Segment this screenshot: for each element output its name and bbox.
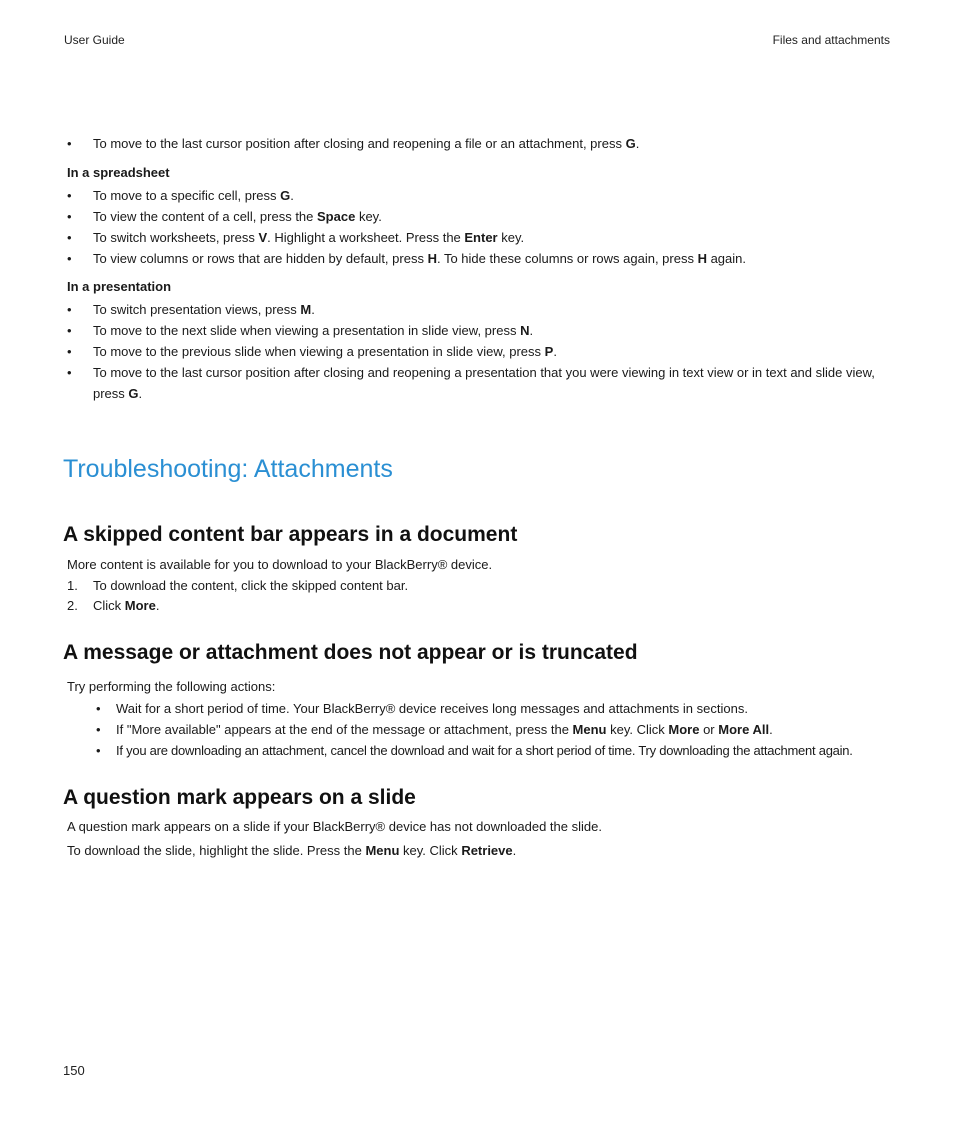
- list-item: • Wait for a short period of time. Your BlackBerry® device receives long messages and attachments in sections.: [96, 698, 896, 719]
- page-number: 150: [63, 1063, 85, 1078]
- running-header-left: User Guide: [64, 33, 125, 47]
- list-item: • To view columns or rows that are hidden by default, press H. To hide these columns or rows again, press H again.: [67, 248, 897, 269]
- list-item: • If "More available" appears at the end of the message or attachment, press the Menu key. Click More or More All.: [96, 719, 896, 740]
- actions-bullet-list: [96, 698, 896, 761]
- chapter-title: Troubleshooting: Attachments: [63, 455, 393, 483]
- section-title-question-mark: A question mark appears on a slide: [63, 786, 416, 809]
- list-item: • To switch presentation views, press M.: [67, 299, 897, 320]
- list-item: • To view the content of a cell, press the Space key.: [67, 206, 897, 227]
- list-item: • If you are downloading an attachment, cancel the download and wait for a short period of time. Try downloading the attachment again.: [96, 740, 896, 761]
- list-item: • To move to the last cursor position after closing and reopening a presentation that you were viewing in text view or in text and slide view, press G.: [67, 362, 897, 404]
- spreadsheet-subheading: In a spreadsheet: [67, 165, 170, 180]
- list-item: • To move to the last cursor position after closing and reopening a file or an attachment, press G.: [67, 133, 897, 154]
- section-title-truncated: A message or attachment does not appear or is truncated: [63, 641, 638, 664]
- list-item: • To move to the previous slide when viewing a presentation in slide view, press P.: [67, 341, 897, 362]
- intro-bullet-list: [67, 133, 897, 154]
- section-title-skipped-content: A skipped content bar appears in a document: [63, 523, 518, 546]
- section-intro: More content is available for you to download to your BlackBerry® device.: [67, 557, 493, 572]
- list-item: • To switch worksheets, press V. Highlight a worksheet. Press the Enter key.: [67, 227, 897, 248]
- steps-list: [67, 576, 408, 616]
- list-item: • To move to the next slide when viewing a presentation in slide view, press N.: [67, 320, 897, 341]
- running-header-right: Files and attachments: [772, 33, 890, 47]
- presentation-subheading: In a presentation: [67, 279, 172, 294]
- section-paragraph: A question mark appears on a slide if your BlackBerry® device has not downloaded the slide.: [67, 819, 602, 834]
- section-paragraph: To download the slide, highlight the slide. Press the Menu key. Click Retrieve.: [67, 843, 517, 858]
- section-intro: Try performing the following actions:: [67, 679, 276, 694]
- spreadsheet-bullet-list: [67, 185, 897, 269]
- list-item: 2. Click More.: [67, 598, 160, 613]
- list-item: • To move to a specific cell, press G.: [67, 185, 897, 206]
- presentation-bullet-list: [67, 299, 897, 404]
- list-item: 1. To download the content, click the skipped content bar.: [67, 578, 409, 593]
